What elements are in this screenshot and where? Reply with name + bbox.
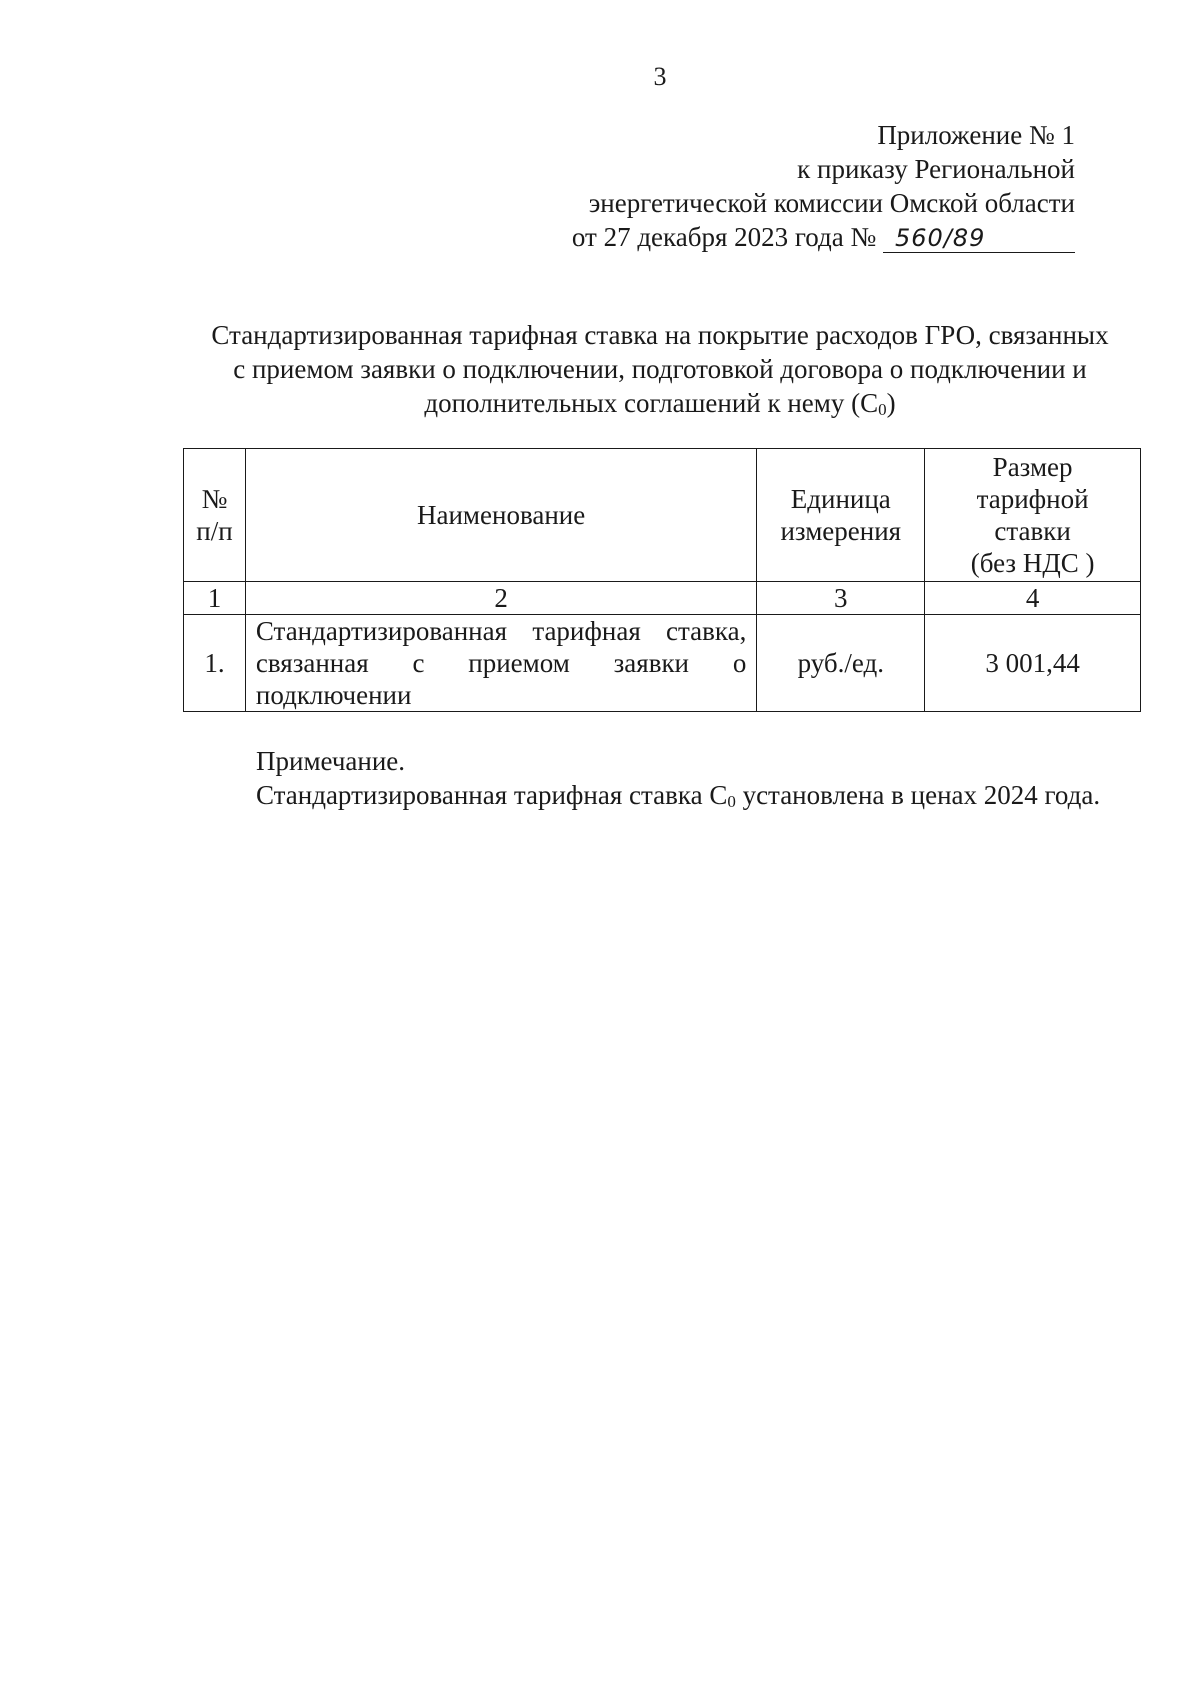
title-line-3-text: дополнительных соглашений к нему (С bbox=[424, 388, 879, 418]
appendix-date-line bbox=[572, 220, 1075, 254]
note-text-start: Стандартизированная тарифная ставка С bbox=[256, 780, 728, 810]
header-unit-line2: измерения bbox=[780, 516, 902, 546]
document-title bbox=[185, 318, 1135, 427]
title-line-2: с приемом заявки о подключении, подготовкой договора о подключении и bbox=[233, 354, 1087, 384]
table-row bbox=[184, 615, 1141, 712]
header-rate-line1: Размер bbox=[992, 452, 1073, 482]
appendix-block bbox=[572, 118, 1075, 254]
row-num: 1. bbox=[184, 615, 246, 712]
appendix-date: от 27 декабря 2023 года № bbox=[571, 222, 877, 252]
title-subscript: 0 bbox=[878, 400, 887, 419]
index-cell-2: 2 bbox=[245, 582, 756, 615]
header-rate-line3: ставки bbox=[994, 516, 1071, 546]
tariff-table bbox=[183, 448, 1141, 712]
appendix-order-ref: к приказу Региональной bbox=[797, 154, 1075, 184]
header-num-line2: п/п bbox=[196, 516, 233, 546]
row-name: Стандартизированная тарифная ставка, связанная с приемом заявки о подключении bbox=[245, 615, 756, 712]
note-text-end: установлена в ценах 2024 года. bbox=[735, 780, 1101, 810]
row-unit: руб./ед. bbox=[757, 615, 925, 712]
note-subscript: 0 bbox=[727, 792, 736, 811]
index-cell-3: 3 bbox=[757, 582, 925, 615]
row-rate: 3 001,44 bbox=[925, 615, 1141, 712]
note-heading: Примечание. bbox=[256, 746, 406, 776]
index-cell-4: 4 bbox=[925, 582, 1141, 615]
table-index-row bbox=[184, 582, 1141, 615]
note-block bbox=[256, 744, 1100, 819]
table-header-row bbox=[184, 449, 1141, 582]
appendix-commission: энергетической комиссии Омской области bbox=[588, 188, 1075, 218]
page-number: 3 bbox=[653, 62, 667, 91]
order-number-handwritten: 560/89 bbox=[883, 224, 1075, 253]
header-rate bbox=[925, 449, 1141, 582]
title-line-1: Стандартизированная тарифная ставка на покрытие расходов ГРО, связанных bbox=[211, 320, 1109, 350]
header-name: Наименование bbox=[245, 449, 756, 582]
title-line-3 bbox=[185, 386, 1135, 427]
header-rate-line2: тарифной bbox=[976, 484, 1089, 514]
header-rate-line4: (без НДС ) bbox=[970, 548, 1095, 578]
index-cell-1: 1 bbox=[184, 582, 246, 615]
title-line-3-end: ) bbox=[886, 388, 896, 418]
header-unit-line1: Единица bbox=[790, 484, 891, 514]
appendix-title: Приложение № 1 bbox=[877, 120, 1075, 150]
header-unit bbox=[757, 449, 925, 582]
note-text bbox=[256, 778, 1100, 819]
header-num bbox=[184, 449, 246, 582]
header-num-line1: № bbox=[201, 484, 228, 514]
